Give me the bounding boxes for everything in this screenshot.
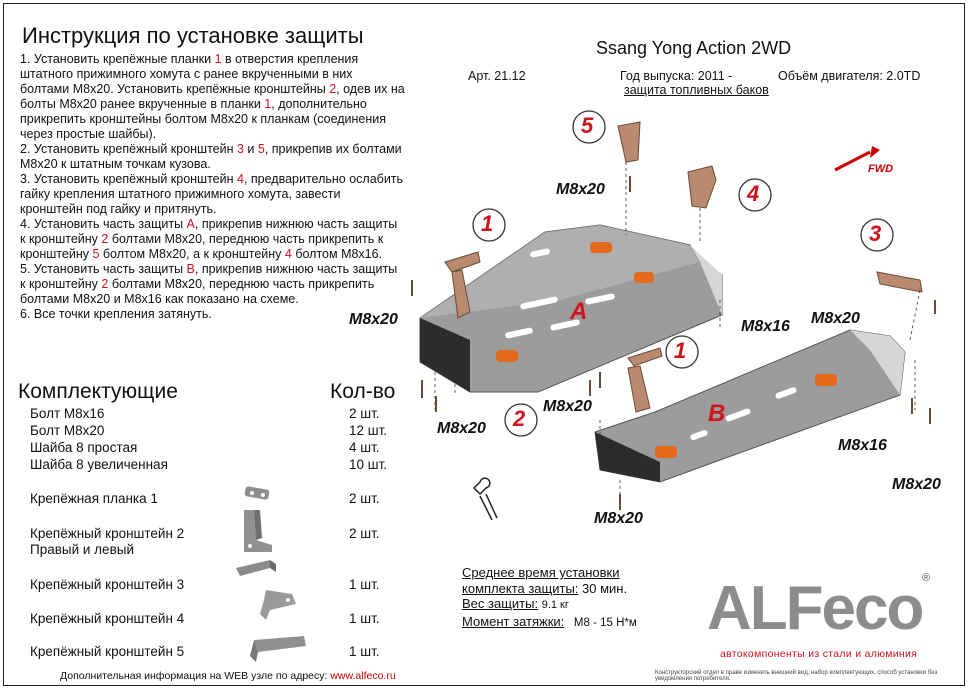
qty-heading: Кол-во [330, 380, 396, 403]
kit-qty: 10 шт. [349, 457, 388, 472]
instruction-step: 2. Установить крепёжный кронштейн 3 и 5, прикрепив их болтами M8x20 к штатным точкам кузова. [20, 142, 402, 171]
footer-info [60, 670, 396, 682]
article-number: Арт. 21.12 [468, 69, 526, 83]
kit-qty: 2 шт. [349, 406, 380, 421]
kit-qty: 2 шт. [349, 491, 380, 506]
instruction-step: 3. Установить крепёжный кронштейн 4, предварительно ослабить гайку крепления штатного прижимного хомута, завести кронштейн под гайку и притянуть. [20, 172, 404, 216]
weight-label: Вес защиты: [462, 596, 539, 611]
bolt-label: M8x16 [741, 318, 790, 335]
callout-2: 2 [513, 406, 526, 431]
time-label: Среднее время установки [462, 565, 620, 580]
bracket-1-a [445, 252, 480, 272]
bolt-label: M8x20 [556, 181, 605, 198]
wrench-icon [474, 478, 497, 520]
kit-item: Шайба 8 простая [30, 440, 138, 455]
kit-item-sub: Правый и левый [30, 542, 134, 557]
bracket-5 [618, 122, 640, 162]
shield-b-pad [655, 446, 677, 458]
shield-b-pad [815, 374, 837, 386]
bolt-label: M8x20 [594, 510, 643, 527]
time-value: 30 мин. [582, 580, 628, 596]
bracket-4 [688, 166, 716, 208]
footer-text: Дополнительная информация на WEB узле по адресу: [60, 670, 328, 682]
bolt-label: M8x20 [543, 398, 592, 415]
instruction-step: 6. Все точки крепления затянуть. [20, 307, 212, 321]
callout-4: 4 [747, 181, 760, 206]
torque-label: Момент затяжки: [462, 613, 565, 629]
kit-qty: 2 шт. [349, 526, 380, 541]
kit-item: Крепёжный кронштейн 4 [30, 611, 185, 626]
kit-item: Болт M8x16 [30, 406, 105, 421]
kit-item: Болт M8x20 [30, 423, 105, 438]
shield-a-pad [590, 242, 612, 253]
install-specs [462, 565, 637, 631]
callout-5: 5 [581, 113, 594, 138]
weight-value: 9.1 кг [541, 599, 569, 611]
bolt-label: M8x20 [892, 476, 941, 493]
vehicle-model: Ssang Yong Action 2WD [596, 38, 792, 58]
kit-heading: Комплектующие [18, 380, 178, 403]
callout-3: 3 [869, 221, 882, 246]
kit-qty: 1 шт. [349, 644, 380, 659]
bolt-label: M8x16 [838, 437, 887, 454]
bracket-2-b [628, 366, 650, 412]
time-label-2: комплекта защиты: [462, 580, 579, 596]
kit-qty: 4 шт. [349, 440, 380, 455]
instruction-step: 5. Установить часть защиты B, прикрепив нижнюю часть защиты к кронштейну 2 болтами M8x20, переднюю часть прикрепить болтами M8x20 и M8x16 как показано на схеме. [20, 262, 398, 306]
kit-qty: 1 шт. [349, 577, 380, 592]
bolt-label: M8x20 [349, 311, 398, 328]
copyright-note: Конструкторский отдел в праве изменять внешний вид, набор комплектующих, способ установки без уведомления потребителя. [655, 670, 938, 682]
kit-item: Шайба 8 увеличенная [30, 457, 168, 472]
bolt-label: M8x20 [437, 420, 486, 437]
instruction-step: 1. Установить крепёжные планки 1 в отверстия крепления штатного прижимного хомута с ранее вкрученными в них болтами M8x20. Установить крепёжные кронштейны 2, одев их на болты M8x20 ранее вкрученные в планки 1, дополнительно прикрепить кронштейны болтом M8x20 к планкам (соединения через простые шайбы). [20, 52, 405, 141]
vehicle-year: Год выпуска: 2011 - [620, 69, 733, 83]
website-link[interactable]: www.alfeco.ru [330, 670, 396, 682]
callout-1: 1 [481, 211, 494, 236]
kit-item: Крепёжный кронштейн 2 [30, 526, 185, 541]
brand-logo: ALFeco [707, 574, 923, 643]
fwd-label: FWD [868, 163, 894, 175]
bracket-3 [877, 272, 922, 292]
instruction-step: 4. Установить часть защиты A, прикрепив нижнюю часть защиты к кронштейну 2 болтами M8x20, переднюю часть прикрепить к кронштейну 5 болтом M8x20, а к кронштейну 4 болтом M8x16. [20, 217, 398, 261]
protection-type: защита топливных баков [624, 83, 769, 97]
shield-a-pad [634, 272, 654, 283]
kit-qty: 12 шт. [349, 423, 388, 438]
brand-tagline: автокомпоненты из стали и алюминия [720, 648, 918, 660]
callout-1: 1 [674, 338, 687, 363]
part-a-label: A [570, 298, 588, 325]
registered-mark: ® [922, 572, 931, 584]
kit-item: Крепёжный кронштейн 3 [30, 577, 185, 592]
engine-volume: Объём двигателя: 2.0TD [778, 69, 921, 83]
shield-a-pad [496, 350, 518, 362]
part-b-label: B [708, 400, 726, 427]
kit-qty: 1 шт. [349, 611, 380, 626]
bolt-label: M8x20 [811, 310, 860, 327]
kit-item: Крепёжная планка 1 [30, 491, 158, 506]
kit-item: Крепёжный кронштейн 5 [30, 644, 185, 659]
page-title: Инструкция по установке защиты [22, 23, 364, 48]
torque-value: M8 - 15 H*м [573, 616, 637, 629]
